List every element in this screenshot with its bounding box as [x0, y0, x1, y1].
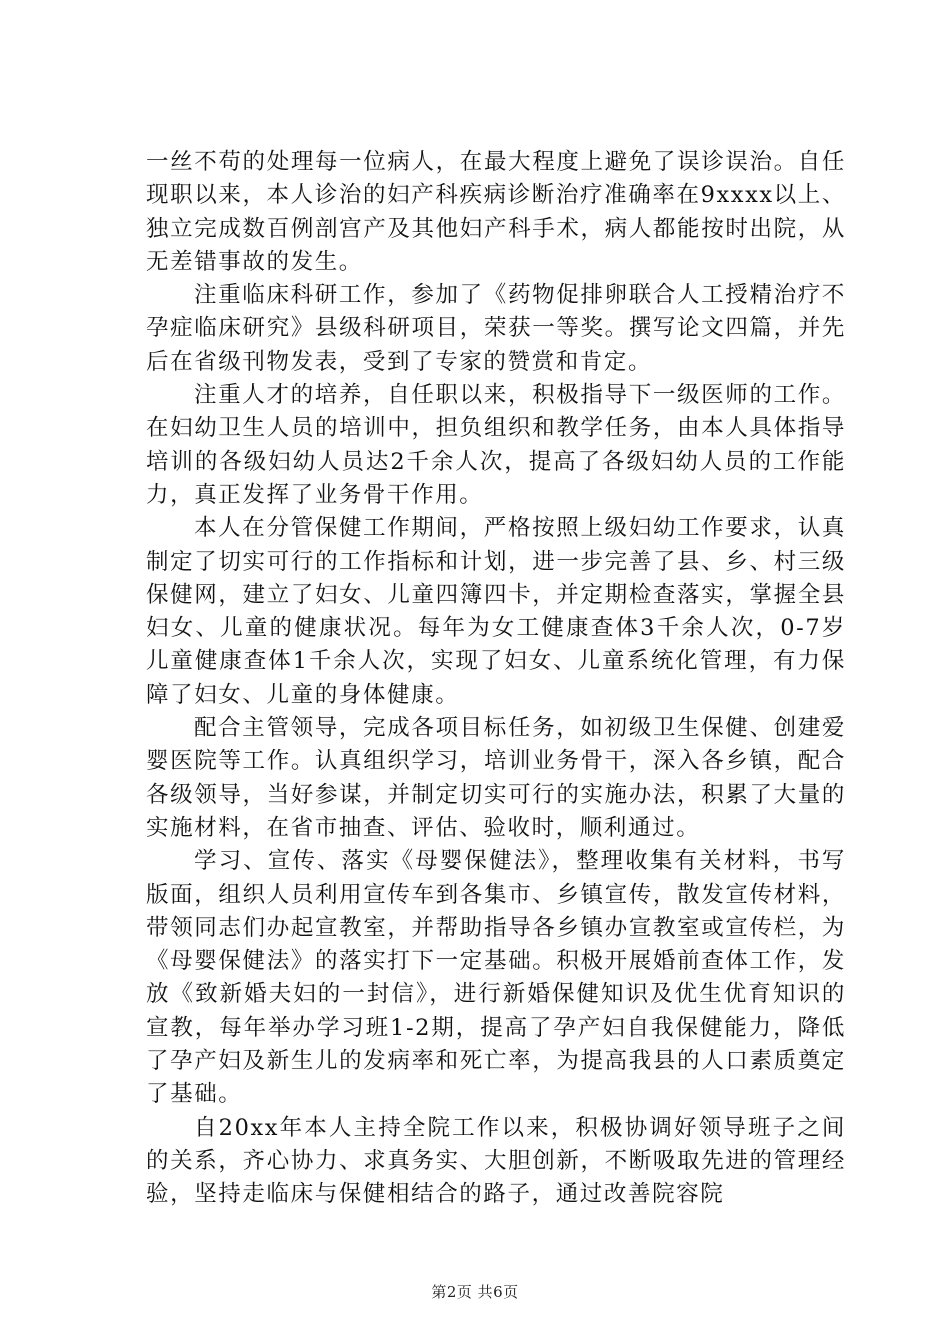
document-body: [146, 146, 846, 1212]
paragraph-3: 注重人才的培养，自任职以来，积极指导下一级医师的工作。在妇幼卫生人员的培训中，担负组织和教学任务，由本人具体指导培训的各级妇幼人员达2千余人次，提高了各级妇幼人员的工作能力，真正发挥了业务骨干作用。: [146, 382, 846, 508]
paragraph-4: 本人在分管保健工作期间，严格按照上级妇幼工作要求，认真制定了切实可行的工作指标和计划，进一步完善了县、乡、村三级保健网，建立了妇女、儿童四簿四卡，并定期检查落实，掌握全县妇女、儿童的健康状况。每年为女工健康查体3千余人次，0-7岁儿童健康查体1千余人次，实现了妇女、儿童系统化管理，有力保障了妇女、儿童的身体健康。: [146, 515, 846, 708]
paragraph-2: 注重临床科研工作，参加了《药物促排卵联合人工授精治疗不孕症临床研究》县级科研项目，荣获一等奖。撰写论文四篇，并先后在省级刊物发表，受到了专家的赞赏和肯定。: [146, 282, 846, 375]
paragraph-1: 一丝不苟的处理每一位病人，在最大程度上避免了误诊误治。自任现职以来，本人诊治的妇产科疾病诊断治疗准确率在9xxxx以上、独立完成数百例剖宫产及其他妇产科手术，病人都能按时出院，从无差错事故的发生。: [146, 149, 846, 275]
page-number-footer: 第2页 共6页: [431, 1283, 519, 1301]
paragraph-5: 配合主管领导，完成各项目标任务，如初级卫生保健、创建爱婴医院等工作。认真组织学习，培训业务骨干，深入各乡镇，配合各级领导，当好参谋，并制定切实可行的实施办法，积累了大量的实施材料，在省市抽查、评估、验收时，顺利通过。: [146, 715, 846, 841]
paragraph-7: 自20xx年本人主持全院工作以来，积极协调好领导班子之间的关系，齐心协力、求真务实、大胆创新，不断吸取先进的管理经验，坚持走临床与保健相结合的路子，通过改善院容院: [146, 1114, 846, 1208]
paragraph-6: 学习、宣传、落实《母婴保健法》，整理收集有关材料，书写版面，组织人员利用宣传车到各集市、乡镇宣传，散发宣传材料，带领同志们办起宣教室，并帮助指导各乡镇办宣教室或宣传栏，为《母婴保健法》的落实打下一定基础。积极开展婚前查体工作，发放《致新婚夫妇的一封信》，进行新婚保健知识及优生优育知识的宣教，每年举办学习班1-2期，提高了孕产妇自我保健能力，降低了孕产妇及新生儿的发病率和死亡率，为提高我县的人口素质奠定了基础。: [146, 848, 846, 1108]
